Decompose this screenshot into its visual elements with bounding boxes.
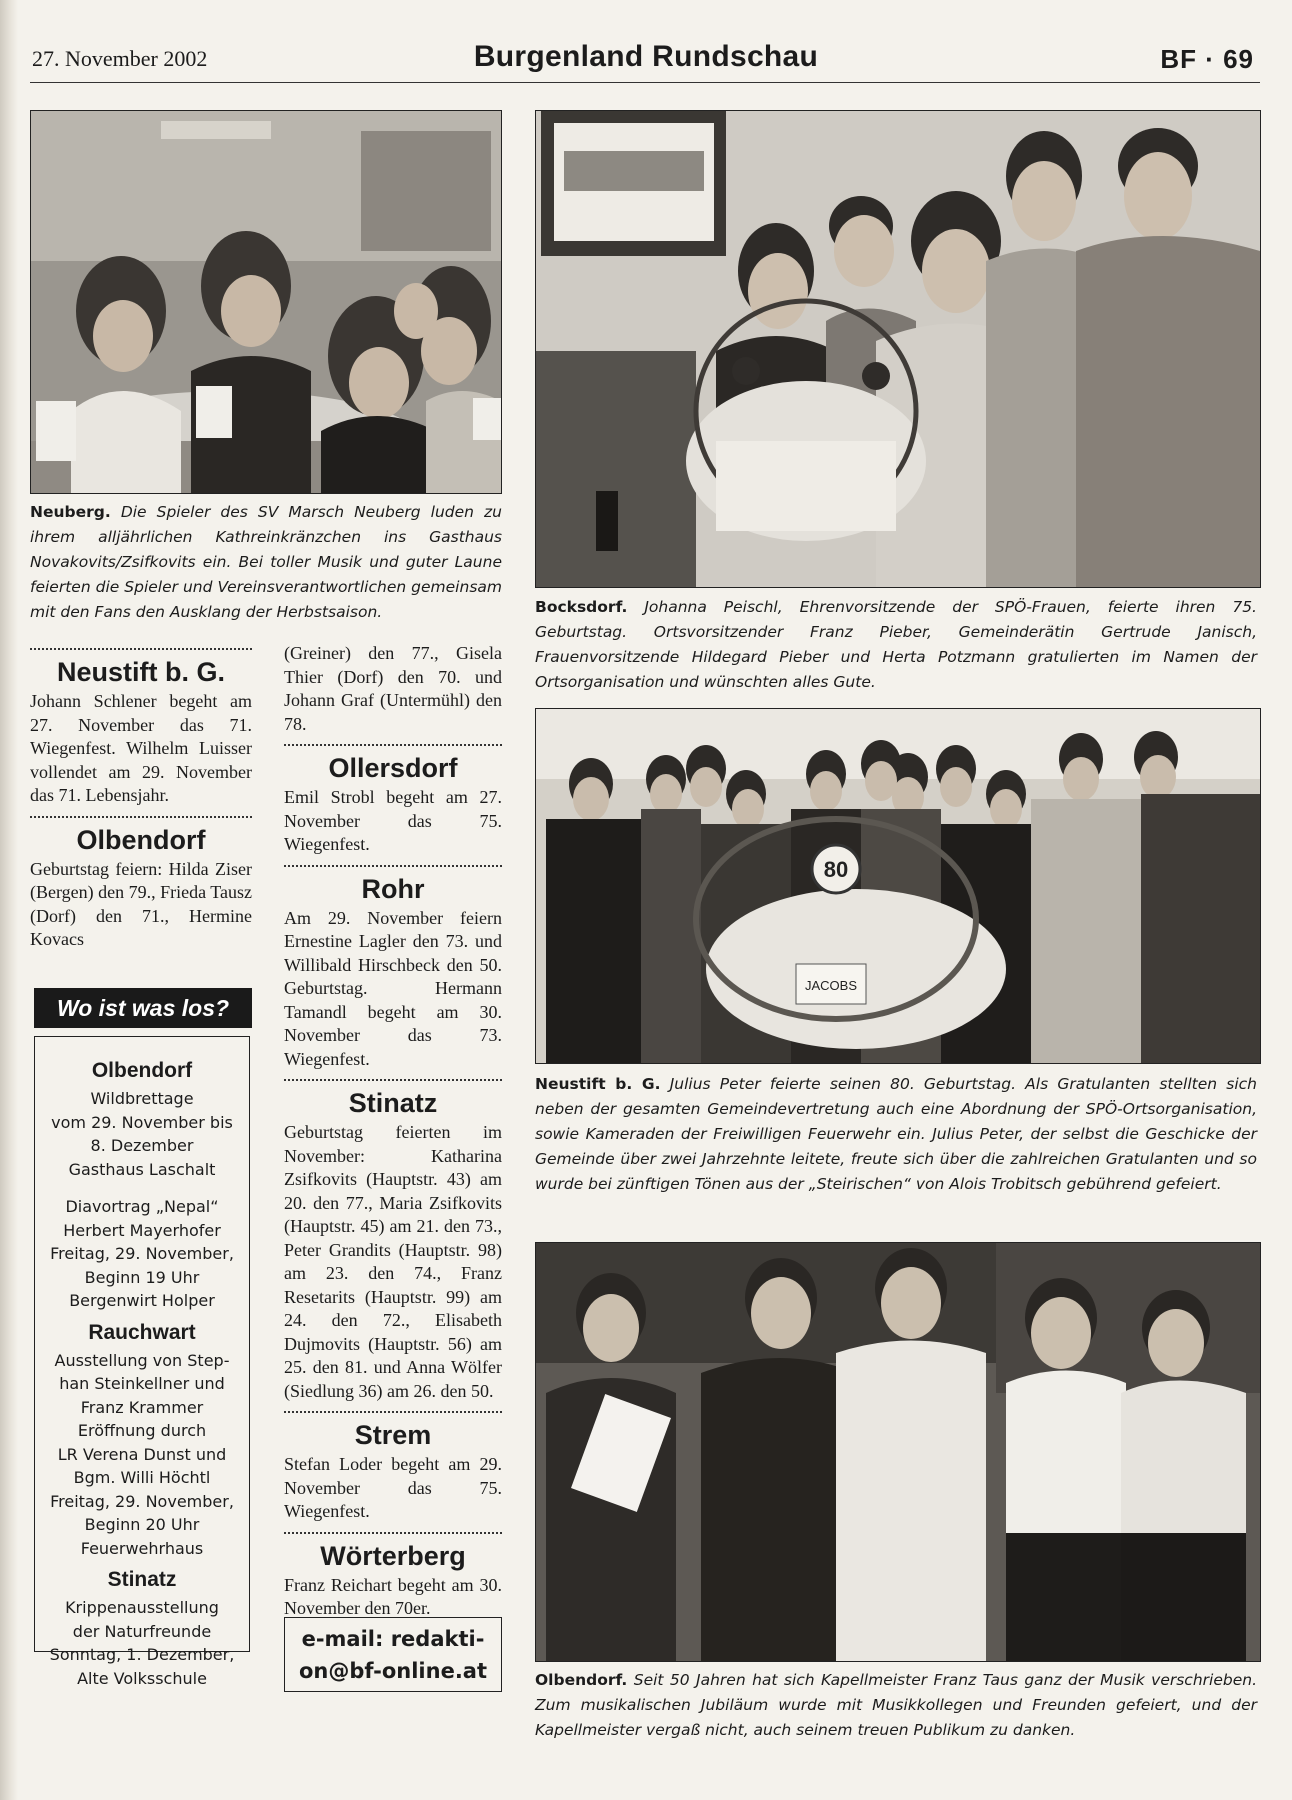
column-birthdays-left <box>30 640 252 952</box>
divider <box>284 865 502 867</box>
photo-basket-label: JACOBS <box>804 978 858 993</box>
divider <box>284 1411 502 1413</box>
text-ollersdorf: Emil Strobl begeht am 27. November das 75. Wiegenfest. <box>284 787 502 854</box>
heading-stinatz: Stinatz <box>348 1088 438 1118</box>
text-strem: Stefan Loder begeht am 29. November das 75. Wiegenfest. <box>284 1454 502 1521</box>
event-krippenausstellung <box>41 1596 243 1690</box>
caption-bocksdorf <box>535 595 1257 695</box>
event-line: der Naturfreunde <box>72 1621 212 1641</box>
caption-bocksdorf-place: Bocksdorf. <box>535 598 628 616</box>
text-continuation: (Greiner) den 77., Gisela Thier (Dorf) den 70. und Johann Graf (Untermühl) den 78. <box>284 643 502 734</box>
events-heading-rauchwart: Rauchwart <box>88 1320 196 1344</box>
email-box <box>284 1617 502 1692</box>
photo-neuberg-image <box>31 111 501 493</box>
email-line-1: e-mail: redakti- <box>301 1627 485 1651</box>
text-woerterberg: Franz Reichart begeht am 30. November den 70er. <box>284 1574 502 1618</box>
caption-neustift-place: Neustift b. G. <box>535 1075 661 1093</box>
event-line: Bergenwirt Holper <box>69 1291 215 1310</box>
event-line: han Steinkellner und <box>59 1374 225 1393</box>
photo-neustift <box>535 708 1261 1064</box>
heading-olbendorf: Olbendorf <box>76 824 206 855</box>
photo-olbendorf-image <box>536 1243 1260 1661</box>
event-diavortrag <box>41 1195 243 1313</box>
event-line: Sonntag, 1. Dezember, <box>49 1645 235 1664</box>
caption-bocksdorf-text: Johanna Peischl, Ehrenvorsitzende der SPÖ-Frauen, feierte ihren 75. Geburtstag. Ortsvorsitzender Franz Pieber, Gemeinderätin Gertrude Janisch, Frauenvorsitzende Hildegard Pieber und Herta Potzmann gratulierten im Namen der Ortsorganisation und wünschten alles Gute. <box>535 598 1257 691</box>
event-line: Gasthaus Laschalt <box>68 1159 216 1179</box>
header-rule <box>30 82 1260 83</box>
event-line: Freitag, 29. November, <box>50 1244 234 1263</box>
events-heading-stinatz: Stinatz <box>107 1568 177 1591</box>
heading-woerterberg: Wörterberg <box>320 1540 466 1571</box>
event-line: Beginn 19 Uhr <box>84 1267 200 1287</box>
caption-neuberg-place: Neuberg. <box>30 503 111 521</box>
text-rohr: Am 29. November feiern Ernestine Lagler den 73. und Willibald Hirschbeck den 50. Geburtstag. Hermann Tamandl begeht am 30. November das 73. Wiegenfest. <box>284 907 502 1069</box>
caption-neustift <box>535 1072 1257 1197</box>
events-heading-olbendorf: Olbendorf <box>91 1059 193 1082</box>
divider <box>30 648 252 650</box>
heading-neustift: Neustift b. G. <box>57 657 225 687</box>
event-line: Diavortrag „Nepal“ <box>65 1197 219 1216</box>
event-line: 8. Dezember <box>90 1136 194 1155</box>
event-line: Herbert Mayerhofer <box>63 1220 221 1240</box>
photo-neustift-image <box>536 709 1260 1063</box>
event-line: Franz Krammer <box>80 1397 204 1417</box>
caption-neuberg <box>30 500 502 625</box>
divider <box>284 744 502 746</box>
event-line: Alte Volksschule <box>77 1668 207 1688</box>
page-edge <box>0 0 18 1800</box>
event-line: LR Verena Dunst und <box>57 1444 227 1464</box>
divider <box>284 1532 502 1534</box>
event-line: Ausstellung von Step- <box>54 1350 230 1370</box>
divider <box>284 1079 502 1081</box>
photo-bocksdorf <box>535 110 1261 588</box>
text-stinatz: Geburtstag feierten im November: Katharina Zsifkovits (Hauptstr. 43) am 20. den 77., Maria Zsifkovits (Hauptstr. 45) am 21. den 73., Peter Grandits (Hauptstr. 98) am 23. den 74., Franz Resetarits (Hauptstr. 99) am 24. den 72., Elisabeth Dujmovits (Hauptstr. 56) am 25. den 81. und Anna Wölfer (Siedlung 36) am 26. den 50. <box>284 1122 502 1401</box>
caption-olbendorf-place: Olbendorf. <box>535 1671 628 1689</box>
heading-ollersdorf: Ollersdorf <box>328 753 458 783</box>
heading-rohr: Rohr <box>361 873 425 904</box>
photo-neuberg <box>30 110 502 494</box>
caption-olbendorf <box>535 1668 1257 1743</box>
event-wildbrettage <box>41 1087 243 1181</box>
events-box-title: Wo ist was los? <box>34 988 252 1028</box>
event-line: Wildbrettage <box>90 1089 194 1108</box>
caption-neustift-text: Julius Peter feierte seinen 80. Geburtstag. Als Gratulanten stellten sich neben der gesamten Gemeindevertretung auch eine Abordnung der SPÖ-Ortsorganisation, sowie Kameraden der Freiwilligen Feuerwehr ein. Julius Peter, der selbst die Geschicke der Gemeinde über zwei Jahrzehnte leitete, freute sich über die zahlreichen Gratulanten und so wurde bei zünftigen Tönen aus der „Steirischen“ von Alois Trobitsch gebührend gefeiert. <box>535 1075 1257 1193</box>
event-line: Feuerwehrhaus <box>80 1538 204 1558</box>
event-line: Krippenausstellung <box>65 1598 219 1617</box>
newspaper-title: Burgenland Rundschau <box>473 40 819 73</box>
event-ausstellung <box>41 1349 243 1561</box>
text-neustift: Johann Schlener begeht am 27. November das 71. Wiegenfest. Wilhelm Luisser vollendet am 29. November das 71. Lebensjahr. <box>30 691 252 805</box>
event-line: Bgm. Willi Höchtl <box>73 1468 211 1487</box>
photo-badge-80: 80 <box>823 857 849 882</box>
event-line: Eröffnung durch <box>77 1421 207 1440</box>
divider <box>30 816 252 818</box>
spacer <box>41 1181 243 1195</box>
column-birthdays-right <box>284 642 502 1621</box>
photo-olbendorf <box>535 1242 1261 1662</box>
photo-bocksdorf-image <box>536 111 1260 587</box>
page-number: BF · 69 <box>1160 44 1254 74</box>
email-line-2[interactable]: on@bf-online.at <box>298 1659 488 1683</box>
events-box <box>34 1036 250 1688</box>
event-line: vom 29. November bis <box>51 1112 233 1132</box>
caption-olbendorf-text: Seit 50 Jahren hat sich Kapellmeister Franz Taus ganz der Musik verschrieben. Zum musikalischen Jubiläum wurde mit Musikkollegen und Freunden gefeiert, und der Kapellmeister vergaß nicht, auch seinem treuen Publikum zu danken. <box>535 1671 1257 1739</box>
issue-date: 27. November 2002 <box>32 46 208 71</box>
event-line: Freitag, 29. November, <box>50 1491 234 1511</box>
event-line: Beginn 20 Uhr <box>84 1515 200 1534</box>
heading-strem: Strem <box>354 1420 432 1450</box>
caption-neuberg-text: Die Spieler des SV Marsch Neuberg luden zu ihrem alljährlichen Kathreinkränzchen ins Gasthaus Novakovits/Zsifkovits ein. Bei toller Musik und guter Laune feierten die Spieler und Vereinsverantwortlichen gemeinsam mit den Fans den Ausklang der Herbstsaison. <box>30 503 502 621</box>
text-olbendorf: Geburtstag feiern: Hilda Ziser (Bergen) den 79., Frieda Tausz (Dorf) den 71., Hermine Kovacs <box>30 858 253 949</box>
